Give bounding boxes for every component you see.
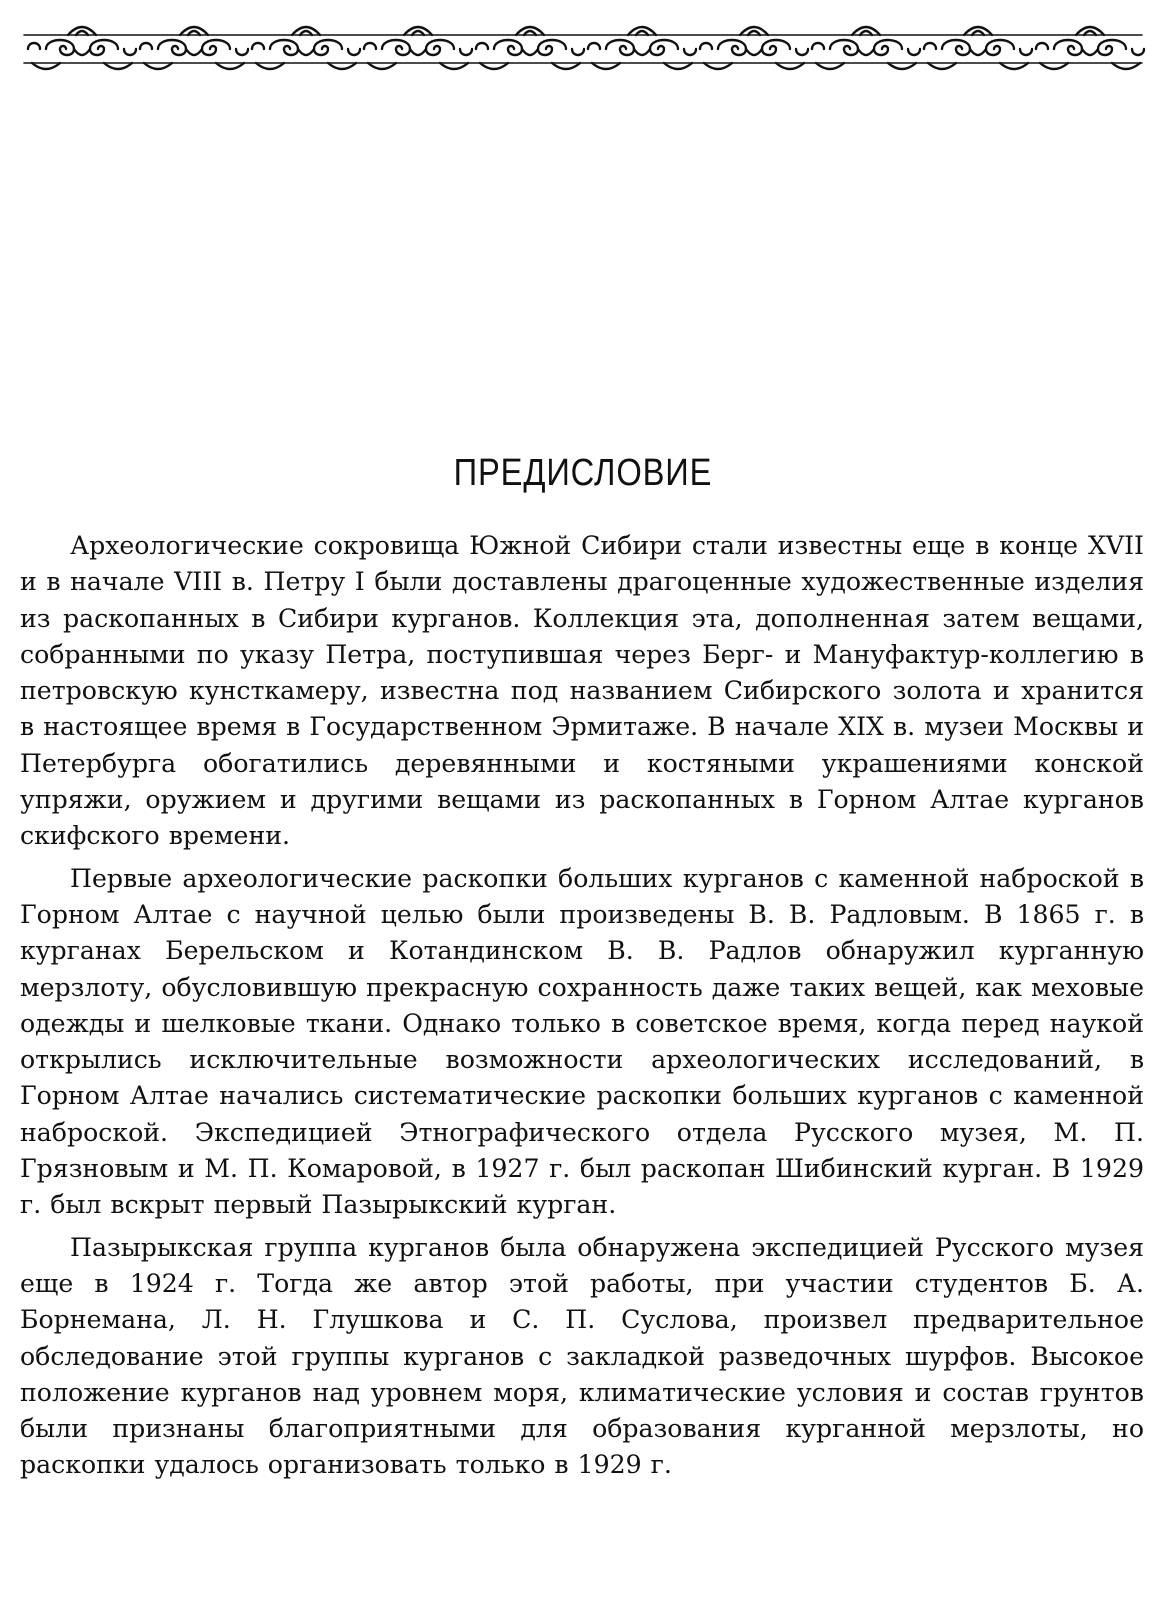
paragraph-3: Пазырыкская группа курганов была обнаружена экспедицией Русского музея еще в 1924 г. Тогда же автор этой работы, при участии студентов Б. А. Борнемана, Л. Н. Глушкова и С. П. Суслова, произвел предварительное обследование этой группы курганов с закладкой разведочных шурфов. Высокое положение курганов над уровнем моря, климатические условия и состав грунтов были признаны благоприятными для образования курганной мерзлоты, но раскопки удалось организовать только в 1929 г. (20, 1232, 1144, 1480)
page-title: ПРЕДИСЛОВИЕ (453, 452, 713, 494)
paragraph-2: Первые археологические раскопки больших курганов с каменной наброской в Горном Алтае с научной целью были произведены В. В. Радловым. В 1865 г. в курганах Берельском и Котандинском В. В. Радлов обнаружил курганную мерзлоту, обусловившую прекрасную сохранность даже таких вещей, как меховые одежды и шелковые ткани. Однако только в советское время, когда перед наукой открылись исключительные возможности археологических исследований, в Горном Алтае начались систематические раскопки больших курганов с каменной наброской. Экспедицией Этнографического отдела Русского музея, М. П. Грязновым и М. П. Комаровой, в 1927 г. был раскопан Шибинский курган. В 1929 г. был вскрыт первый Пазырыкский курган. (20, 863, 1144, 1220)
document-body (20, 528, 1144, 1490)
decorative-ornament-border (18, 20, 1148, 78)
paragraph-1: Археологические сокровища Южной Сибири стали известны еще в конце XVII и в начале VIII в. Петру I были доставлены драгоценные художественные изделия из раскопанных в Сибири курганов. Коллекция эта, дополненная затем вещами, собранными по указу Петра, поступившая через Берг- и Мануфактур-коллегию в петровскую кунсткамеру, известна под названием Сибирского золота и хранится в настоящее время в Государственном Эрмитаже. В начале XIX в. музеи Москвы и Петербурга обогатились деревянными и костяными украшениями конской упряжи, оружием и другими вещами из раскопанных в Горном Алтае курганов скифского времени. (20, 531, 1144, 851)
